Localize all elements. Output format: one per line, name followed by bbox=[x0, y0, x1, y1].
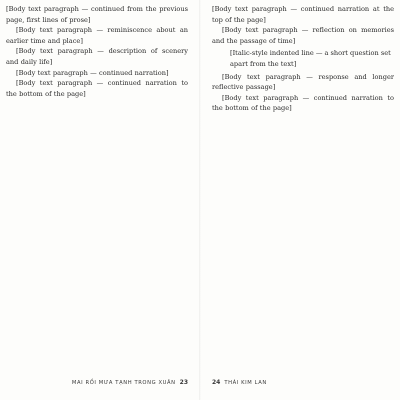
page-number-right: 24 bbox=[212, 379, 221, 386]
right-paragraph-2: [Body text paragraph — reflection on memories and the passage of time] bbox=[212, 26, 394, 45]
right-paragraph-4: [Body text paragraph — continued narration to the bottom of the page] bbox=[212, 93, 394, 113]
right-paragraph-3: [Body text paragraph — response and longer reflective passage] bbox=[212, 72, 394, 92]
right-paragraph-1: [Body text paragraph — continued narration at the top of the page] bbox=[212, 5, 394, 24]
right-page bbox=[200, 0, 400, 400]
right-page-body bbox=[212, 4, 394, 366]
left-paragraph-3: [Body text paragraph — description of scenery and daily life] bbox=[6, 47, 188, 66]
left-page-body bbox=[6, 4, 188, 366]
left-paragraph-5: [Body text paragraph — continued narration to the bottom of the page] bbox=[6, 79, 188, 98]
left-page-footer bbox=[72, 379, 188, 386]
running-author-name: THÁI KIM LAN bbox=[224, 380, 267, 386]
left-paragraph-2: [Body text paragraph — reminiscence about an earlier time and place] bbox=[6, 26, 188, 45]
left-paragraph-1: [Body text paragraph — continued from the previous page, first lines of prose] bbox=[6, 5, 188, 24]
page-number-left: 23 bbox=[179, 379, 188, 386]
right-subheading: [Italic-style indented line — a short question set apart from the text] bbox=[230, 49, 391, 68]
right-page-footer bbox=[212, 379, 267, 386]
left-paragraph-4: [Body text paragraph — continued narration] bbox=[16, 68, 169, 77]
running-book-title: MAI RỒI MƯA TẠNH TRONG XUÂN bbox=[71, 380, 176, 386]
